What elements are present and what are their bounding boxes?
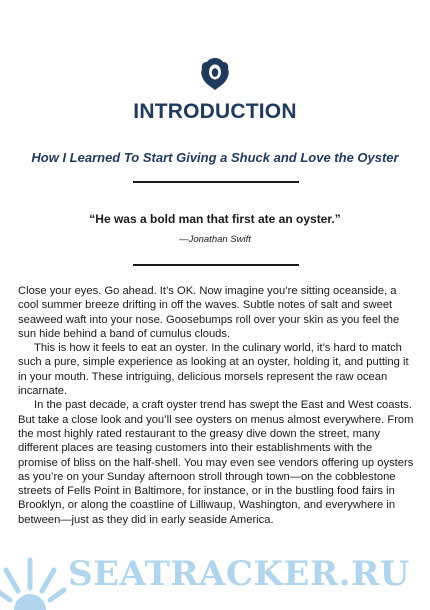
chapter-title: INTRODUCTION	[133, 100, 297, 123]
chapter-subtitle: How I Learned To Start Giving a Shuck and Love the Oyster	[31, 150, 399, 165]
divider-bottom	[133, 264, 299, 266]
body-text	[18, 284, 414, 527]
paragraph: Close your eyes. Go ahead. It’s OK. Now imagine you’re sitting oceanside, a cool summer breeze drifting in off the waves. Subtle notes of salt and sweet seaweed waft into your nose. Goosebumps roll over your skin as you feel the sun hide behind a band of cumulus clouds.	[18, 285, 400, 340]
watermark-text: SEATRACKER.RU	[68, 554, 410, 594]
divider-top	[133, 181, 299, 183]
oyster-shell-icon	[200, 57, 230, 91]
paragraph: This is how it feels to eat an oyster. In the culinary world, it’s hard to match such a pure, simple experience as looking at an oyster, holding it, and putting it in your mouth. These intriguing, delicious morsels represent the raw ocean incarnate.	[18, 342, 409, 398]
paragraph: In the past decade, a craft oyster trend has swept the East and West coasts. But take a close look and you’ll see oysters on menus almost everywhere. From the most highly rated restaurant to the greasy dive down the street, many different places are teasing customers into their establishments with the promise of bliss on the half-shell. You may even see vendors offering up oysters as you’re on your Sunday afternoon stroll through town—on the cobblestone streets of Fells Point in Baltimore, for instance, or in the bustling food fairs in Brooklyn, or along the coastline of Lilliwaup, Washington, and everywhere in between—just as they did in early seaside America.	[18, 399, 414, 526]
watermark	[0, 548, 430, 610]
sun-icon	[0, 552, 68, 610]
epigraph-attribution: —Jonathan Swift	[179, 234, 251, 245]
epigraph-quote: “He was a bold man that first ate an oyster.”	[89, 212, 341, 226]
